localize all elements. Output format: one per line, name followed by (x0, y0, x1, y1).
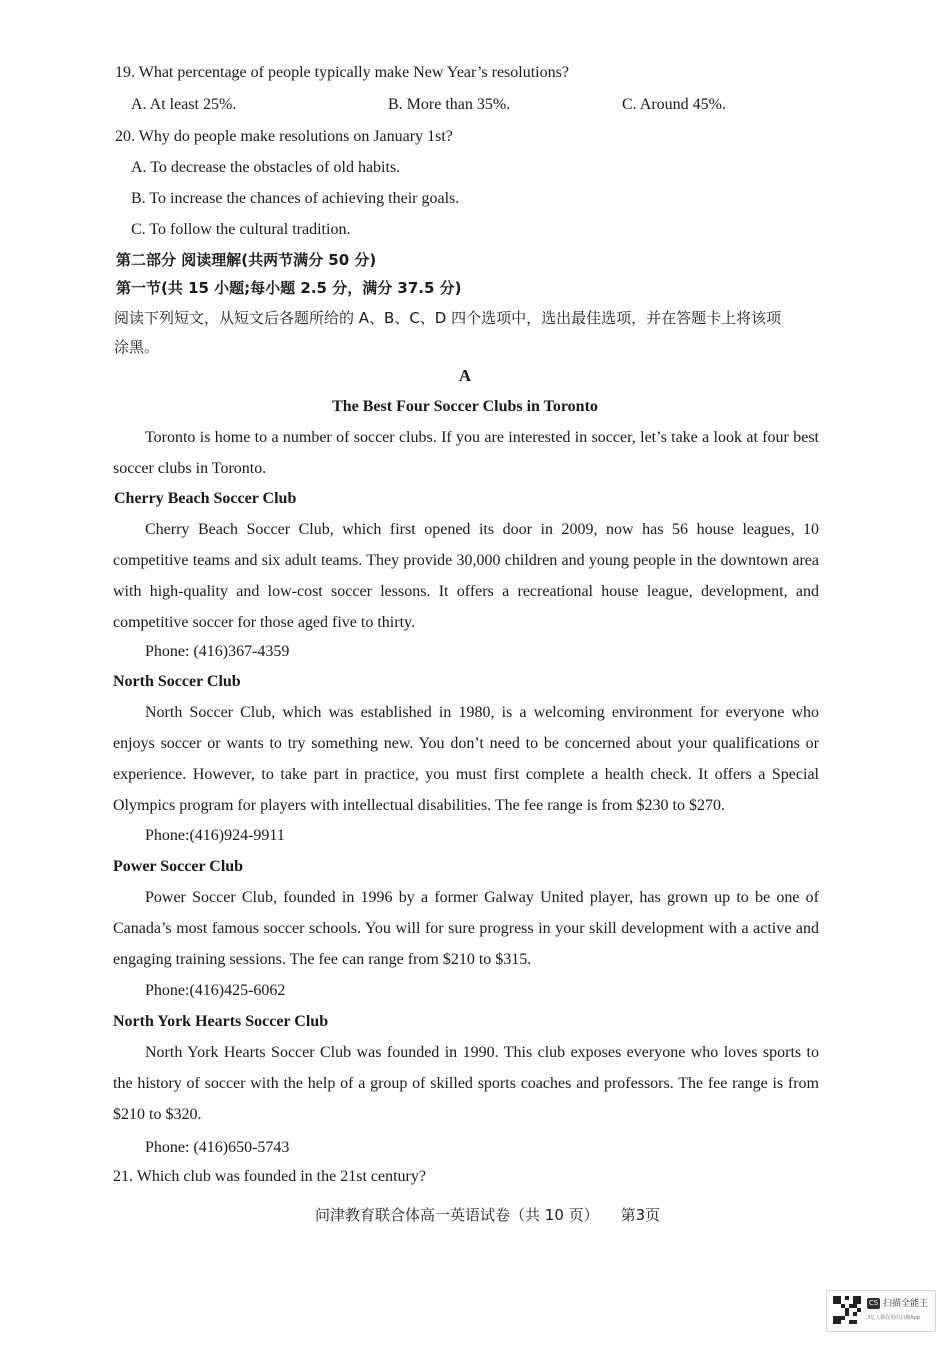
club-cherry-beach-heading: Cherry Beach Soccer Club (114, 490, 297, 507)
club-power-phone: Phone:(416)425-6062 (145, 982, 286, 999)
question-20-option-c: C. To follow the cultural tradition. (131, 221, 351, 238)
question-19-option-b: B. More than 35%. (388, 96, 511, 113)
section-part-title: 第二部分 阅读理解(共两节满分 50 分) (116, 251, 377, 269)
passage-intro (113, 422, 819, 484)
club-north-york-text: North York Hearts Soccer Club was founded in 1990. This club exposes everyone who loves sports to the history of soccer with the help of a group of skilled sports coaches and professors. The fee range is from $210 to $320. (113, 1044, 819, 1123)
question-21-stem: 21. Which club was founded in the 21st century? (113, 1168, 426, 1185)
passage-intro-text: Toronto is home to a number of soccer clubs. If you are interested in soccer, let’s take a look at four best soccer clubs in Toronto. (113, 429, 819, 477)
passage-title: The Best Four Soccer Clubs in Toronto (332, 398, 598, 415)
qr-code-icon (833, 1296, 861, 1324)
section-instruction-line2: 涂黑。 (114, 338, 160, 356)
club-cherry-beach-text: Cherry Beach Soccer Club, which first opened its door in 2009, now has 56 house leagues, 10 competitive teams and six adult teams. They provide 30,000 children and young people in the downtown area with high-quality and low-cost soccer lessons. It offers a recreational house league, development, and competitive soccer for those aged five to thirty. (113, 521, 819, 631)
club-north-paragraph (113, 697, 819, 821)
footer-text: 问津教育联合体高一英语试卷（共 10 页） (315, 1206, 599, 1224)
club-north-phone: Phone:(416)924-9911 (145, 827, 285, 844)
scanner-tagline: 3亿人都在用的扫描App (867, 1315, 920, 1321)
question-19-option-a: A. At least 25%. (131, 96, 237, 113)
question-19-option-c: C. Around 45%. (622, 96, 726, 113)
question-19-stem: 19. What percentage of people typically make New Year’s resolutions? (115, 64, 569, 81)
club-north-york-paragraph (113, 1037, 819, 1130)
question-20-stem: 20. Why do people make resolutions on January 1st? (115, 128, 453, 145)
club-north-text: North Soccer Club, which was established in 1980, is a welcoming environment for everyone who enjoys soccer or wants to try something new. You don’t need to be concerned about your qualifications or experience. However, to take part in practice, you must first complete a health check. It offers a Special Olympics program for players with intellectual disabilities. The fee range is from $230 to $270. (113, 704, 819, 814)
club-north-heading: North Soccer Club (113, 673, 241, 690)
club-cherry-beach-paragraph (113, 514, 819, 638)
cs-badge-icon: CS (868, 1299, 879, 1307)
club-power-text: Power Soccer Club, founded in 1996 by a former Galway United player, has grown up to be one of Canada’s most famous soccer schools. You will for sure progress in your skill development with a active and engaging training sessions. The fee can range from $210 to $315. (113, 889, 819, 968)
footer-page-number: 第3页 (620, 1206, 661, 1224)
section-sub-title: 第一节(共 15 小题;每小题 2.5 分，满分 37.5 分) (116, 279, 462, 297)
question-20-option-b: B. To increase the chances of achieving their goals. (131, 190, 460, 207)
club-north-york-heading: North York Hearts Soccer Club (113, 1013, 329, 1030)
club-north-york-phone: Phone: (416)650-5743 (145, 1139, 290, 1156)
page-footer (315, 1204, 660, 1225)
club-power-heading: Power Soccer Club (113, 858, 244, 875)
scanner-watermark-logo (826, 1290, 936, 1332)
question-20-option-a: A. To decrease the obstacles of old habits. (131, 159, 401, 176)
section-instruction-line1: 阅读下列短文，从短文后各题所给的 A、B、C、D 四个选项中，选出最佳选项，并在答题卡上将该项 (114, 309, 782, 327)
club-cherry-beach-phone: Phone: (416)367-4359 (145, 643, 290, 660)
passage-letter: A (458, 366, 472, 385)
scanner-brand-name: 扫描全能王 (883, 1299, 929, 1309)
club-power-paragraph (113, 882, 819, 975)
